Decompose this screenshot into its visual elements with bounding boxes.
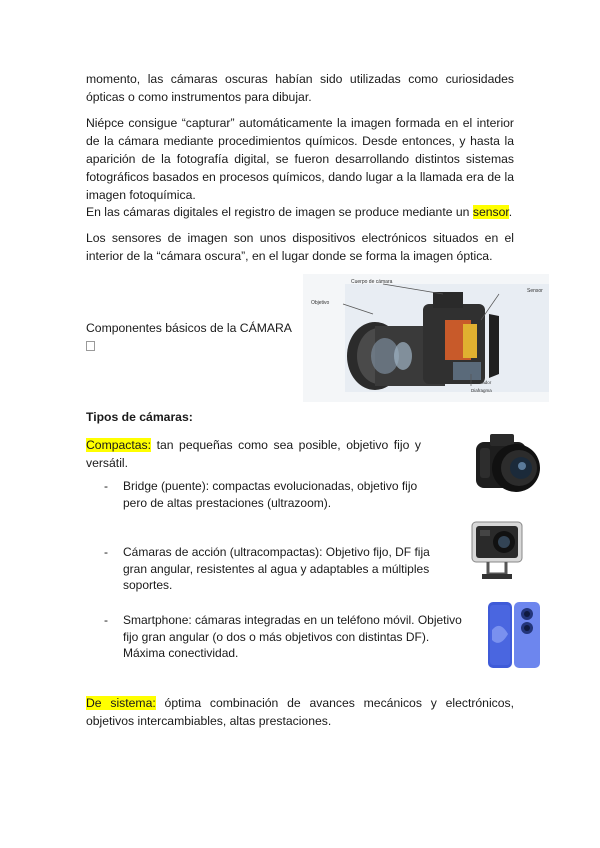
paragraph-image-sensors: Los sensores de imagen son unos dispositivos electrónicos situados en el interior de la “cámara oscura”, en el lugar donde se forma la imagen óptica. bbox=[86, 231, 514, 263]
section-heading: Tipos de cámaras: bbox=[86, 410, 193, 424]
smartphone-image bbox=[486, 600, 542, 670]
label-obturador: Obturador bbox=[471, 380, 492, 385]
label-cuerpo: Cuerpo de cámara bbox=[351, 279, 393, 285]
sensor-highlight: sensor bbox=[472, 205, 509, 219]
sensor-text-after: . bbox=[508, 205, 513, 219]
paragraph-niepce: Niépce consigue “capturar” automáticamente la imagen formada en el interior de la cámara mediante procedimientos químicos. Desde entonces, y hasta la aparición de la fotografía digital, se fueron desarrollando distintos sistemas fotográficos basados en procesos químicos, dando lugar a la llamada era de la imagen fotoquímica. bbox=[86, 116, 514, 202]
compactas-label: Compactas: bbox=[86, 438, 152, 452]
label-diafragma: Diafragma bbox=[471, 388, 492, 393]
list-item-text: Smartphone: cámaras integradas en un teléfono móvil. Objetivo fijo gran angular (o dos o más objetivos con distintas DF). Máxima conectividad. bbox=[123, 613, 462, 660]
sistema-text: óptima combinación de avances mecánicos y electrónicos, objetivos intercambiables, altas prestaciones. bbox=[86, 696, 515, 728]
bullet-dash: - bbox=[104, 479, 108, 493]
paragraph-digital-sensor bbox=[86, 203, 514, 221]
figure-caption: Componentes básicos de la CÁMARA bbox=[86, 321, 292, 335]
paragraph-de-sistema bbox=[86, 694, 514, 730]
placeholder-box-icon bbox=[86, 341, 95, 351]
bullet-dash: - bbox=[104, 545, 108, 559]
list-item-text: Cámaras de acción (ultracompactas): Objetivo fijo, DF fija gran angular, resistentes al agua y adaptables a múltiples soportes. bbox=[123, 545, 430, 592]
bridge-camera-image bbox=[472, 428, 544, 498]
label-sensor: Sensor bbox=[527, 288, 543, 294]
compactas-text: tan pequeñas como sea posible, objetivo fijo y versátil. bbox=[86, 438, 421, 470]
paragraph-camera-obscura: momento, las cámaras oscuras habían sido utilizadas como curiosidades ópticas o como instrumentos para dibujar. bbox=[86, 72, 514, 104]
list-item-text: Bridge (puente): compactas evolucionadas, objetivo fijo pero de altas prestaciones (ultrazoom). bbox=[123, 479, 418, 510]
bullet-dash: - bbox=[104, 613, 108, 627]
sistema-label: De sistema: bbox=[86, 696, 156, 710]
label-objetivo: Objetivo bbox=[311, 300, 330, 306]
paragraph-compactas bbox=[86, 436, 421, 472]
action-camera-image bbox=[466, 516, 528, 582]
sensor-text-before: En las cámaras digitales el registro de imagen se produce mediante un bbox=[86, 205, 473, 219]
camera-cutaway-image bbox=[303, 274, 549, 402]
